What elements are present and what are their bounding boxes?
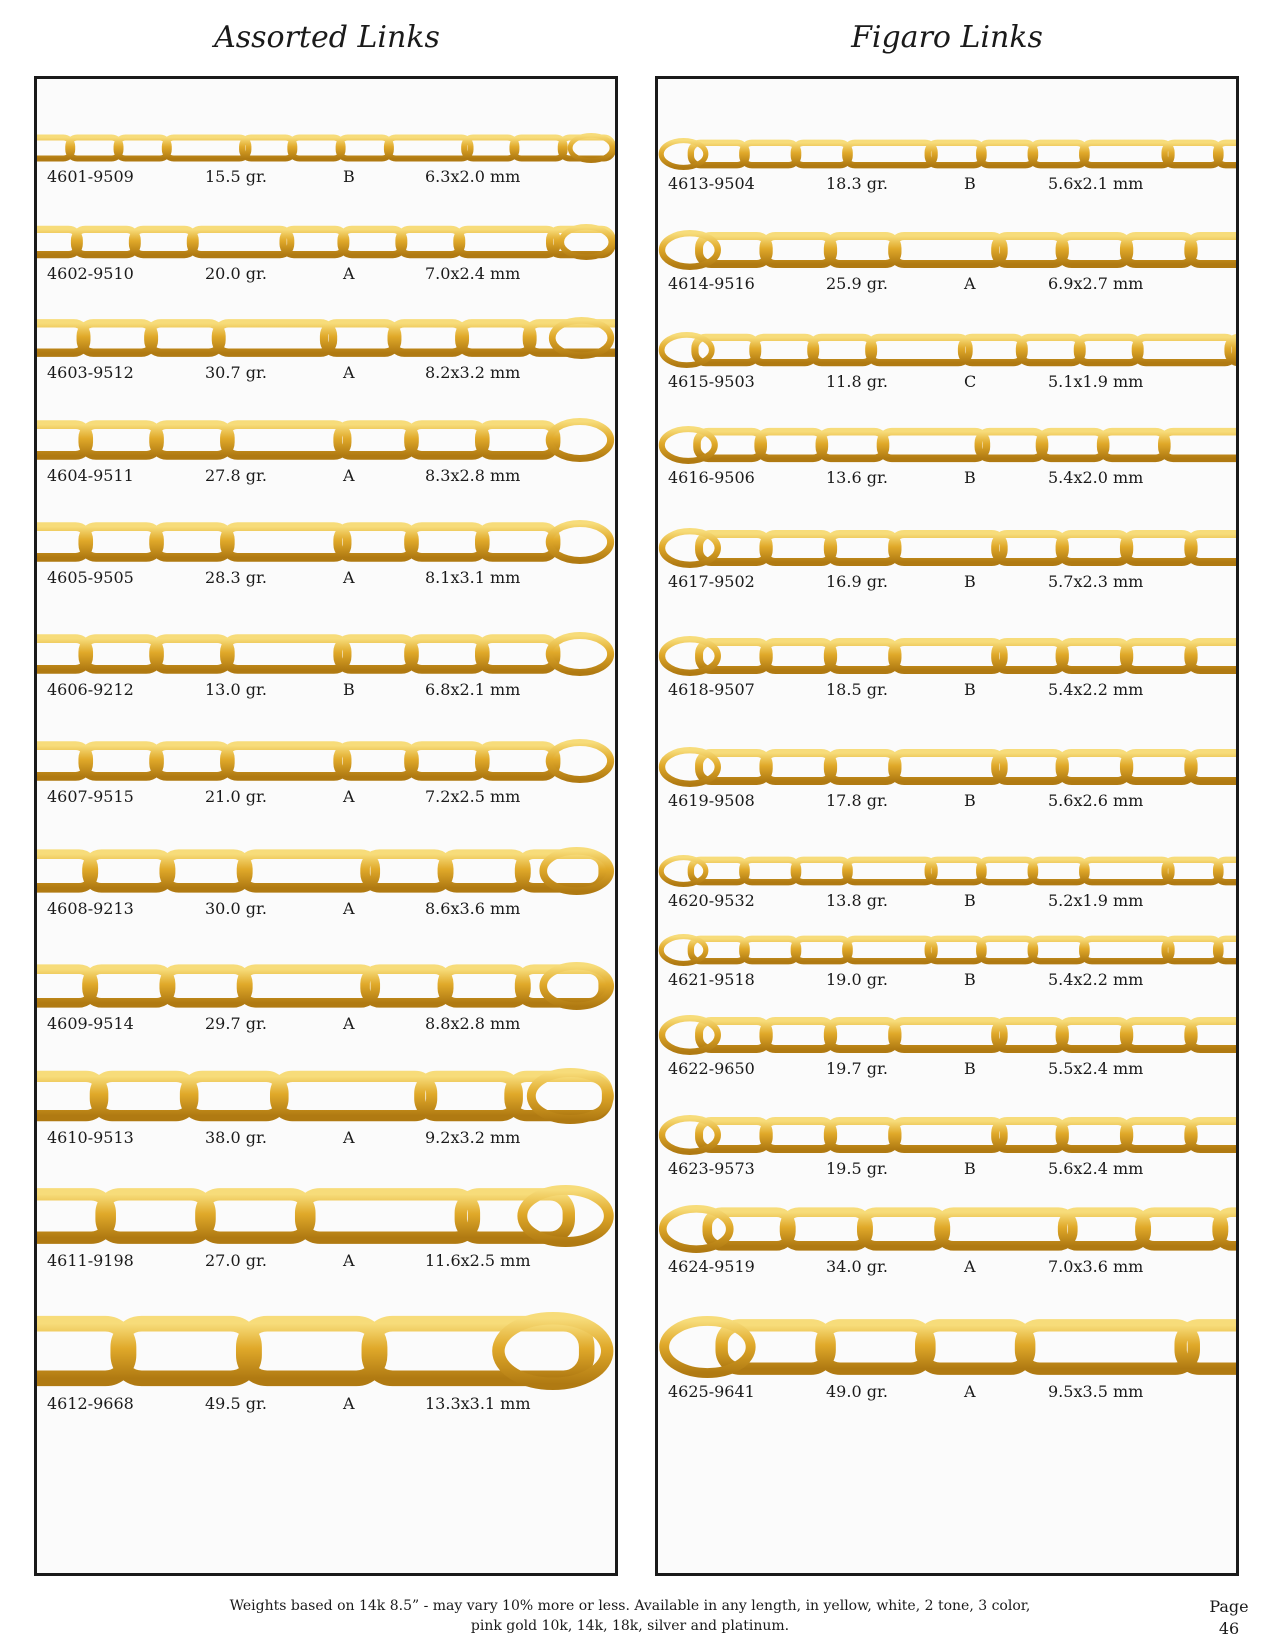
chain-photo	[658, 1115, 1236, 1155]
chain-photo	[37, 224, 615, 260]
product-size: 5.7x2.3 mm	[1048, 572, 1144, 591]
product-grade: A	[343, 899, 355, 918]
chain-image	[37, 847, 615, 895]
page-label: Page	[1209, 1597, 1249, 1616]
product-code: 4618-9507	[668, 680, 755, 699]
product-weight: 21.0 gr.	[205, 787, 267, 806]
product-grade: A	[343, 1394, 355, 1413]
product-size: 5.1x1.9 mm	[1048, 372, 1144, 391]
product-code: 4623-9573	[668, 1159, 755, 1178]
chain-photo	[37, 1185, 615, 1247]
chain-image	[37, 317, 615, 359]
chain-image	[37, 418, 615, 462]
chain-image	[658, 934, 1236, 966]
chain-image	[658, 636, 1236, 676]
product-weight: 20.0 gr.	[205, 264, 267, 283]
product-size: 5.6x2.6 mm	[1048, 791, 1144, 810]
assorted-links-title: Assorted Links	[214, 20, 440, 55]
product-code: 4614-9516	[668, 274, 755, 293]
product-weight: 13.6 gr.	[826, 468, 888, 487]
product-size: 6.8x2.1 mm	[425, 680, 521, 699]
product-grade: A	[343, 787, 355, 806]
product-size: 8.8x2.8 mm	[425, 1014, 521, 1033]
product-code: 4615-9503	[668, 372, 755, 391]
chain-photo	[658, 230, 1236, 270]
product-code: 4607-9515	[47, 787, 134, 806]
product-grade: B	[964, 468, 976, 487]
product-code: 4621-9518	[668, 970, 755, 989]
chain-photo	[658, 1316, 1236, 1378]
chain-photo	[37, 133, 615, 163]
chain-image	[37, 520, 615, 564]
product-weight: 34.0 gr.	[826, 1257, 888, 1276]
product-code: 4609-9514	[47, 1014, 134, 1033]
product-grade: B	[964, 572, 976, 591]
chain-image	[658, 1205, 1236, 1253]
product-weight: 30.7 gr.	[205, 363, 267, 382]
chain-image	[658, 855, 1236, 887]
product-code: 4617-9502	[668, 572, 755, 591]
chain-photo	[37, 847, 615, 895]
product-size: 6.3x2.0 mm	[425, 167, 521, 186]
product-grade: B	[964, 174, 976, 193]
footer-note	[200, 1596, 1060, 1636]
product-grade: A	[343, 568, 355, 587]
product-grade: A	[343, 1251, 355, 1270]
chain-image	[658, 426, 1236, 464]
product-grade: C	[964, 372, 977, 391]
product-weight: 15.5 gr.	[205, 167, 267, 186]
product-size: 5.6x2.4 mm	[1048, 1159, 1144, 1178]
chain-photo	[658, 138, 1236, 170]
product-code: 4613-9504	[668, 174, 755, 193]
chain-photo	[658, 426, 1236, 464]
product-weight: 38.0 gr.	[205, 1128, 267, 1147]
chain-image	[658, 1115, 1236, 1155]
product-grade: A	[964, 1382, 976, 1401]
chain-image	[658, 1015, 1236, 1055]
chain-image	[37, 133, 615, 163]
product-code: 4604-9511	[47, 466, 134, 485]
product-grade: A	[964, 274, 976, 293]
footer-line-1: Weights based on 14k 8.5” - may vary 10% more or less. Available in any length, in yellow, white, 2 tone, 3 color,	[229, 1598, 1031, 1614]
product-size: 7.0x3.6 mm	[1048, 1257, 1144, 1276]
product-size: 5.4x2.0 mm	[1048, 468, 1144, 487]
product-weight: 19.5 gr.	[826, 1159, 888, 1178]
product-weight: 49.0 gr.	[826, 1382, 888, 1401]
product-size: 5.6x2.1 mm	[1048, 174, 1144, 193]
product-size: 5.2x1.9 mm	[1048, 891, 1144, 910]
footer-line-2: pink gold 10k, 14k, 18k, silver and platinum.	[470, 1618, 790, 1634]
chain-image	[658, 332, 1236, 368]
product-weight: 19.7 gr.	[826, 1059, 888, 1078]
chain-image	[658, 138, 1236, 170]
product-grade: B	[343, 167, 355, 186]
product-weight: 27.8 gr.	[205, 466, 267, 485]
product-code: 4603-9512	[47, 363, 134, 382]
chain-image	[658, 747, 1236, 787]
chain-photo	[658, 934, 1236, 966]
chain-image	[37, 962, 615, 1010]
product-size: 6.9x2.7 mm	[1048, 274, 1144, 293]
product-size: 8.1x3.1 mm	[425, 568, 521, 587]
page-number: 46	[1218, 1619, 1240, 1638]
chain-image	[37, 739, 615, 783]
product-grade: B	[964, 970, 976, 989]
chain-image	[37, 224, 615, 260]
chain-photo	[658, 855, 1236, 887]
chain-photo	[658, 332, 1236, 368]
product-code: 4622-9650	[668, 1059, 755, 1078]
chain-photo	[37, 962, 615, 1010]
product-code: 4620-9532	[668, 891, 755, 910]
chain-photo	[37, 632, 615, 676]
product-size: 8.6x3.6 mm	[425, 899, 521, 918]
product-size: 5.4x2.2 mm	[1048, 970, 1144, 989]
chain-photo	[37, 739, 615, 783]
product-grade: A	[964, 1257, 976, 1276]
product-weight: 13.0 gr.	[205, 680, 267, 699]
product-grade: B	[964, 791, 976, 810]
chain-image	[37, 1185, 615, 1247]
product-size: 5.5x2.4 mm	[1048, 1059, 1144, 1078]
chain-photo	[37, 520, 615, 564]
product-code: 4624-9519	[668, 1257, 755, 1276]
product-code: 4611-9198	[47, 1251, 134, 1270]
chain-image	[37, 1312, 615, 1390]
chain-photo	[37, 418, 615, 462]
product-weight: 28.3 gr.	[205, 568, 267, 587]
product-grade: A	[343, 466, 355, 485]
product-code: 4616-9506	[668, 468, 755, 487]
product-code: 4602-9510	[47, 264, 134, 283]
chain-image	[37, 632, 615, 676]
product-size: 7.2x2.5 mm	[425, 787, 521, 806]
chain-photo	[37, 317, 615, 359]
figaro-links-title: Figaro Links	[851, 20, 1043, 55]
product-code: 4625-9641	[668, 1382, 755, 1401]
product-grade: A	[343, 1014, 355, 1033]
chain-photo	[658, 528, 1236, 568]
product-weight: 18.5 gr.	[826, 680, 888, 699]
product-weight: 18.3 gr.	[826, 174, 888, 193]
product-weight: 27.0 gr.	[205, 1251, 267, 1270]
chain-image	[37, 1068, 615, 1124]
product-code: 4619-9508	[668, 791, 755, 810]
chain-photo	[658, 1205, 1236, 1253]
product-weight: 19.0 gr.	[826, 970, 888, 989]
chain-image	[658, 1316, 1236, 1378]
product-grade: A	[343, 1128, 355, 1147]
product-code: 4605-9505	[47, 568, 134, 587]
product-weight: 13.8 gr.	[826, 891, 888, 910]
product-size: 13.3x3.1 mm	[425, 1394, 531, 1413]
product-code: 4601-9509	[47, 167, 134, 186]
product-grade: B	[964, 1059, 976, 1078]
product-grade: B	[343, 680, 355, 699]
chain-image	[658, 528, 1236, 568]
product-weight: 11.8 gr.	[826, 372, 888, 391]
product-code: 4612-9668	[47, 1394, 134, 1413]
product-grade: B	[964, 891, 976, 910]
product-grade: A	[343, 264, 355, 283]
chain-photo	[37, 1068, 615, 1124]
chain-photo	[37, 1312, 615, 1390]
assorted-links-panel	[34, 76, 618, 1576]
page-indicator	[1205, 1596, 1253, 1640]
figaro-links-panel	[655, 76, 1239, 1576]
product-size: 9.5x3.5 mm	[1048, 1382, 1144, 1401]
product-size: 7.0x2.4 mm	[425, 264, 521, 283]
chain-photo	[658, 636, 1236, 676]
product-weight: 29.7 gr.	[205, 1014, 267, 1033]
product-weight: 25.9 gr.	[826, 274, 888, 293]
product-weight: 49.5 gr.	[205, 1394, 267, 1413]
chain-photo	[658, 747, 1236, 787]
product-size: 11.6x2.5 mm	[425, 1251, 531, 1270]
product-size: 8.3x2.8 mm	[425, 466, 521, 485]
chain-image	[658, 230, 1236, 270]
product-size: 8.2x3.2 mm	[425, 363, 521, 382]
chain-photo	[658, 1015, 1236, 1055]
product-grade: A	[343, 363, 355, 382]
product-code: 4610-9513	[47, 1128, 134, 1147]
product-weight: 17.8 gr.	[826, 791, 888, 810]
product-grade: B	[964, 680, 976, 699]
product-weight: 16.9 gr.	[826, 572, 888, 591]
product-size: 5.4x2.2 mm	[1048, 680, 1144, 699]
product-size: 9.2x3.2 mm	[425, 1128, 521, 1147]
product-code: 4608-9213	[47, 899, 134, 918]
product-code: 4606-9212	[47, 680, 134, 699]
product-grade: B	[964, 1159, 976, 1178]
product-weight: 30.0 gr.	[205, 899, 267, 918]
